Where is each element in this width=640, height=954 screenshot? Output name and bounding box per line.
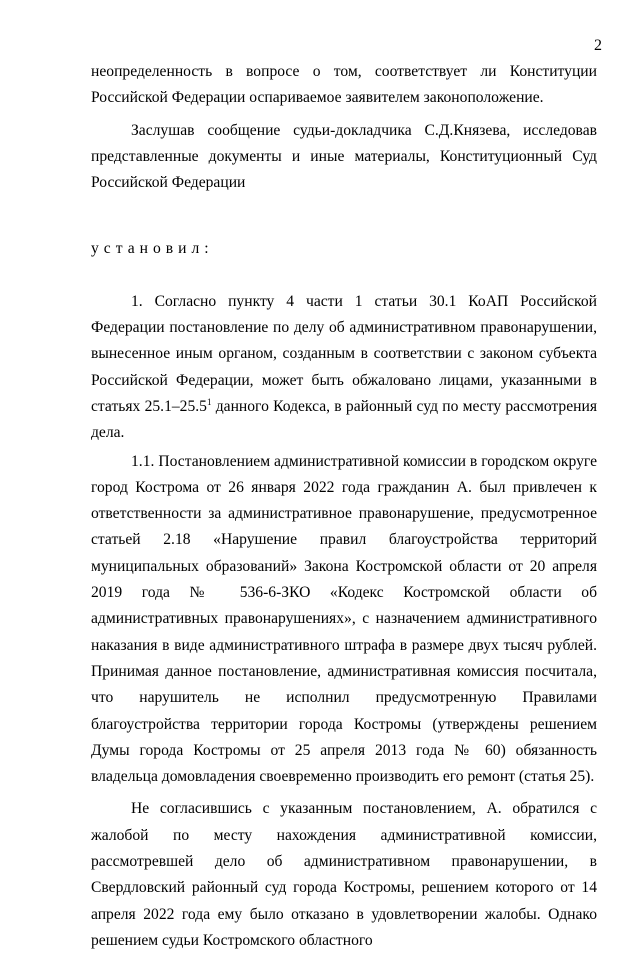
paragraph-1-1: 1.1. Постановлением административной комиссии в городском округе город Кострома от 26 января 2022 года гражданин А. был привлечен к ответственности за административное правонарушение, предусмотренное статьей 2.18 «Нарушение правил благоустройства территорий муниципальных образований» Закона Костромской области от 20 апреля 2019 года № 536-6-ЗКО «Кодекс Костромской области об административных правонарушениях», с назначением административного наказания в виде административного штрафа в размере двух тысяч рублей. Принимая данное постановление, административная комиссия посчитала, что нарушитель не исполнил предусмотренную Правилами благоустройства территории города Костромы (утверждены решением Думы города Костромы от 25 апреля 2013 года № 60) обязанность владельца домовладения своевременно производить его ремонт (статья 25). — [91, 452, 597, 786]
paragraph-continuation: неопределенность в вопросе о том, соответствует ли Конституции Российской Федерации оспариваемое заявителем законоположение. — [91, 63, 597, 107]
page-number: 2 — [594, 37, 602, 54]
superscript-footnote: 1 — [206, 396, 212, 407]
section-heading: установил: — [91, 240, 214, 258]
section-1-text-end: данного Кодекса, в районный суд по месту рассмотрения дела. — [91, 397, 597, 442]
document-body — [91, 59, 597, 954]
section-1-text: 1. Согласно пункту 4 части 1 статьи 30.1 КоАП Российской Федерации постановление по делу об административном правонарушении, вынесенное иным органом, созданным в соответствии с законом субъекта Российской Федерации, может быть обжаловано лицами, указанными в статьях 25.1–25.5 — [91, 292, 597, 415]
paragraph-section-1 — [91, 289, 597, 447]
paragraph-appeal: Не согласившись с указанным постановлением, А. обратился с жалобой по месту нахождения административной комиссии, рассмотревшей дело об административном правонарушении, в Свердловский районный суд города Костромы, решением которого от 14 апреля 2022 года ему было отказано в удовлетворении жалобы. Однако решением судьи Костромского областного — [91, 800, 597, 949]
paragraph-hearing: Заслушав сообщение судьи-докладчика С.Д.Князева, исследовав представленные документы и иные материалы, Конституционный Суд Российской Федерации — [91, 121, 597, 192]
